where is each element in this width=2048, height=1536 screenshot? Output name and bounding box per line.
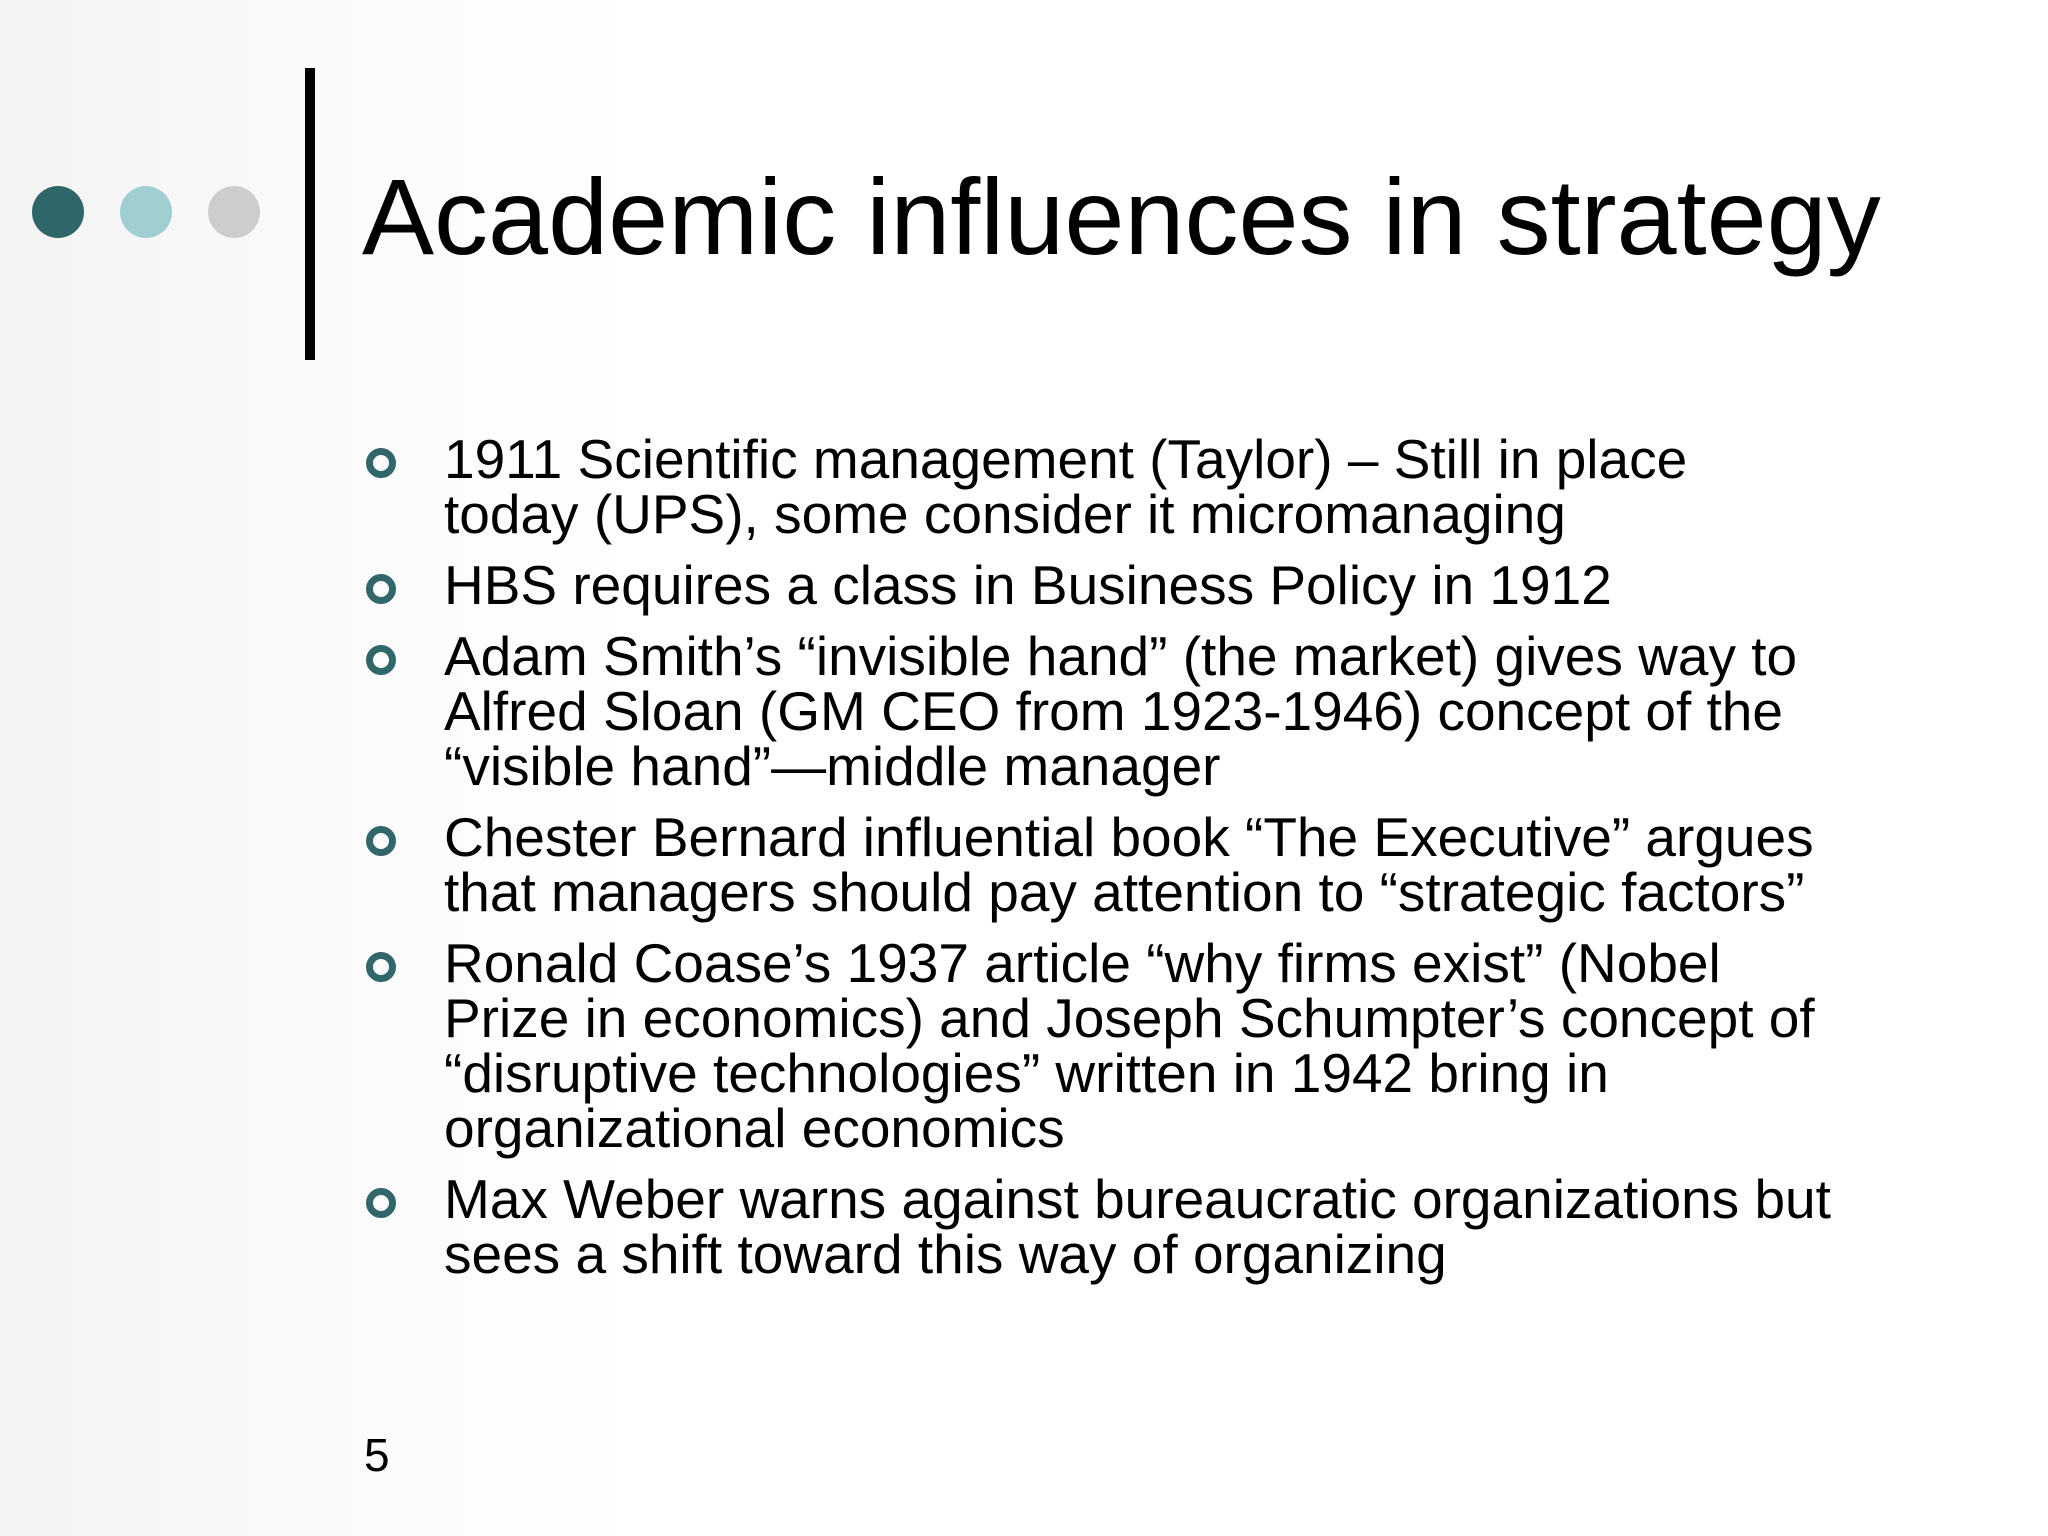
bullet-ring-icon bbox=[366, 645, 396, 675]
bullet-item bbox=[360, 625, 1920, 797]
bullet-ring-icon bbox=[366, 826, 396, 856]
decorative-dot-teal bbox=[120, 186, 172, 238]
bullet-text: Adam Smith’s “invisible hand” (the market) gives way to Alfred Sloan (GM CEO from 1923-1946) concept of the “visible hand”—middle manager bbox=[444, 625, 1798, 797]
bullet-text: Chester Bernard influential book “The Executive” argues that managers should pay attention to “strategic factors” bbox=[444, 806, 1814, 923]
decorative-dots bbox=[32, 186, 272, 240]
bullet-item bbox=[360, 806, 1920, 923]
decorative-dot-gray bbox=[208, 186, 260, 238]
bullet-list bbox=[360, 428, 1920, 1298]
bullet-ring-icon bbox=[366, 448, 396, 478]
bullet-item bbox=[360, 428, 1920, 545]
bullet-text: Ronald Coase’s 1937 article “why firms exist” (Nobel Prize in economics) and Joseph Schumpter’s concept of “disruptive technologies” written in 1942 bring in organizational economics bbox=[444, 932, 1815, 1159]
bullet-ring-icon bbox=[366, 574, 396, 604]
decorative-dot-dark bbox=[32, 186, 84, 238]
bullet-item bbox=[360, 554, 1920, 616]
slide-title: Academic influences in strategy bbox=[362, 156, 1881, 277]
bullet-text: 1911 Scientific management (Taylor) – Still in place today (UPS), some consider it micromanaging bbox=[444, 428, 1688, 545]
title-divider bbox=[305, 68, 315, 360]
bullet-item bbox=[360, 1168, 1920, 1285]
bullet-item bbox=[360, 932, 1920, 1159]
bullet-ring-icon bbox=[366, 952, 396, 982]
slide-number: 5 bbox=[364, 1429, 390, 1481]
bullet-ring-icon bbox=[366, 1188, 396, 1218]
bullet-text: HBS requires a class in Business Policy in 1912 bbox=[444, 554, 1612, 616]
bullet-text: Max Weber warns against bureaucratic organizations but sees a shift toward this way of organizing bbox=[444, 1168, 1831, 1285]
